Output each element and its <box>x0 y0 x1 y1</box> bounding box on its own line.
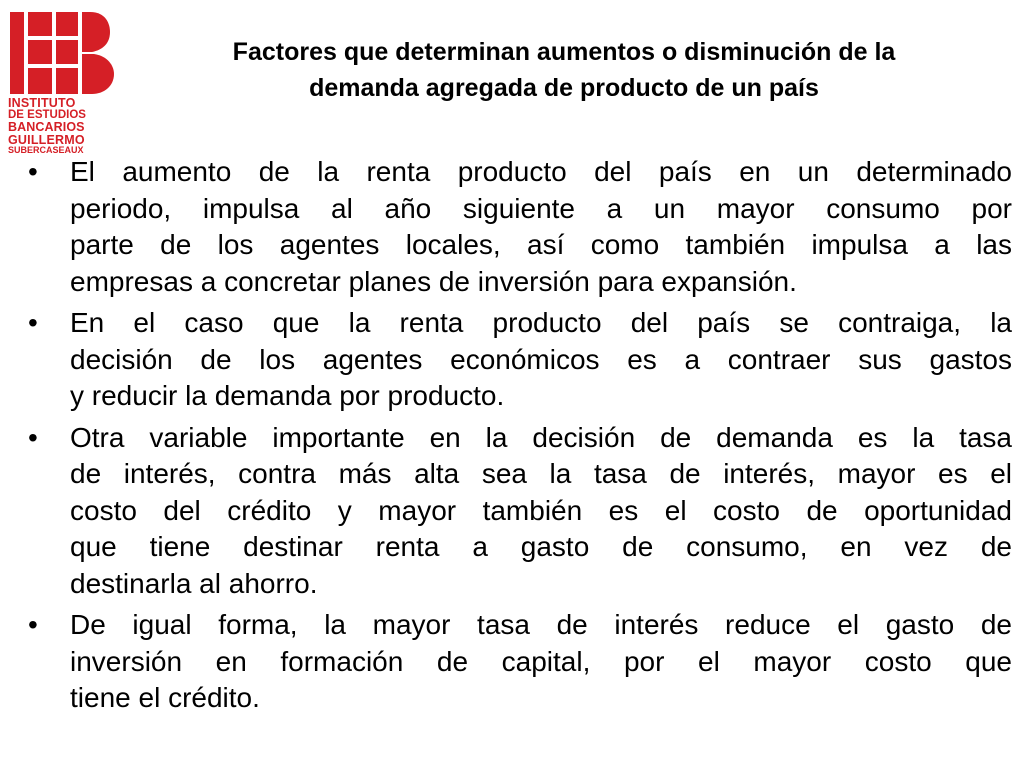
bullet-text-line: Otra variable importante en la decisión de demanda es la tasa <box>70 421 1012 453</box>
bullet-item <box>28 607 1012 717</box>
logo-line: SUBERCASEAUX <box>8 145 84 155</box>
bullet-text-line: inversión en formación de capital, por el mayor costo que <box>70 645 1012 677</box>
institute-logo <box>8 12 132 160</box>
logo-line: INSTITUTO <box>8 96 76 110</box>
bullet-text-line: destinarla al ahorro. <box>70 567 318 599</box>
bullet-item <box>28 305 1012 415</box>
bullet-text-line: que tiene destinar renta a gasto de consumo, en vez de <box>70 531 1012 562</box>
bullet-icon: • <box>28 609 38 640</box>
logo-line: GUILLERMO <box>8 132 85 147</box>
bullet-text-line: El aumento de la renta producto del país en un determinado <box>70 156 1012 187</box>
bullet-item <box>28 420 1012 603</box>
bullet-text-line: periodo, impulsa al año siguiente a un mayor consumo por <box>70 192 1012 224</box>
bullet-icon: • <box>28 421 38 453</box>
slide-title-line: demanda agregada de producto de un país <box>309 74 819 102</box>
slide-title <box>116 34 1012 106</box>
bullet-text-line: empresas a concretar planes de inversión para expansión. <box>70 265 797 297</box>
bullet-text-line: decisión de los agentes económicos es a contraer sus gastos <box>70 343 1012 375</box>
bullet-text-line: tiene el crédito. <box>70 682 260 713</box>
bullet-text-line: y reducir la demanda por producto. <box>70 380 505 411</box>
bullet-icon: • <box>28 156 38 187</box>
bullet-icon: • <box>28 307 38 338</box>
bullet-text-line: costo del crédito y mayor también es el costo de oportunidad <box>70 494 1012 526</box>
bullet-text-line: de interés, contra más alta sea la tasa de interés, mayor es el <box>70 458 1012 489</box>
bullet-text-line: De igual forma, la mayor tasa de interés reduce el gasto de <box>70 609 1012 640</box>
logo-line: DE ESTUDIOS <box>8 108 86 121</box>
bullet-text-line: En el caso que la renta producto del país se contraiga, la <box>70 307 1012 338</box>
slide-title-line: Factores que determinan aumentos o disminución de la <box>232 38 896 66</box>
ieb-logo-mark-icon <box>10 12 114 94</box>
bullet-list <box>28 154 1012 722</box>
bullet-item <box>28 154 1012 300</box>
logo-caption <box>8 97 132 155</box>
logo-line: BANCARIOS <box>8 120 85 134</box>
bullet-text-line: parte de los agentes locales, así como también impulsa a las <box>70 229 1012 260</box>
